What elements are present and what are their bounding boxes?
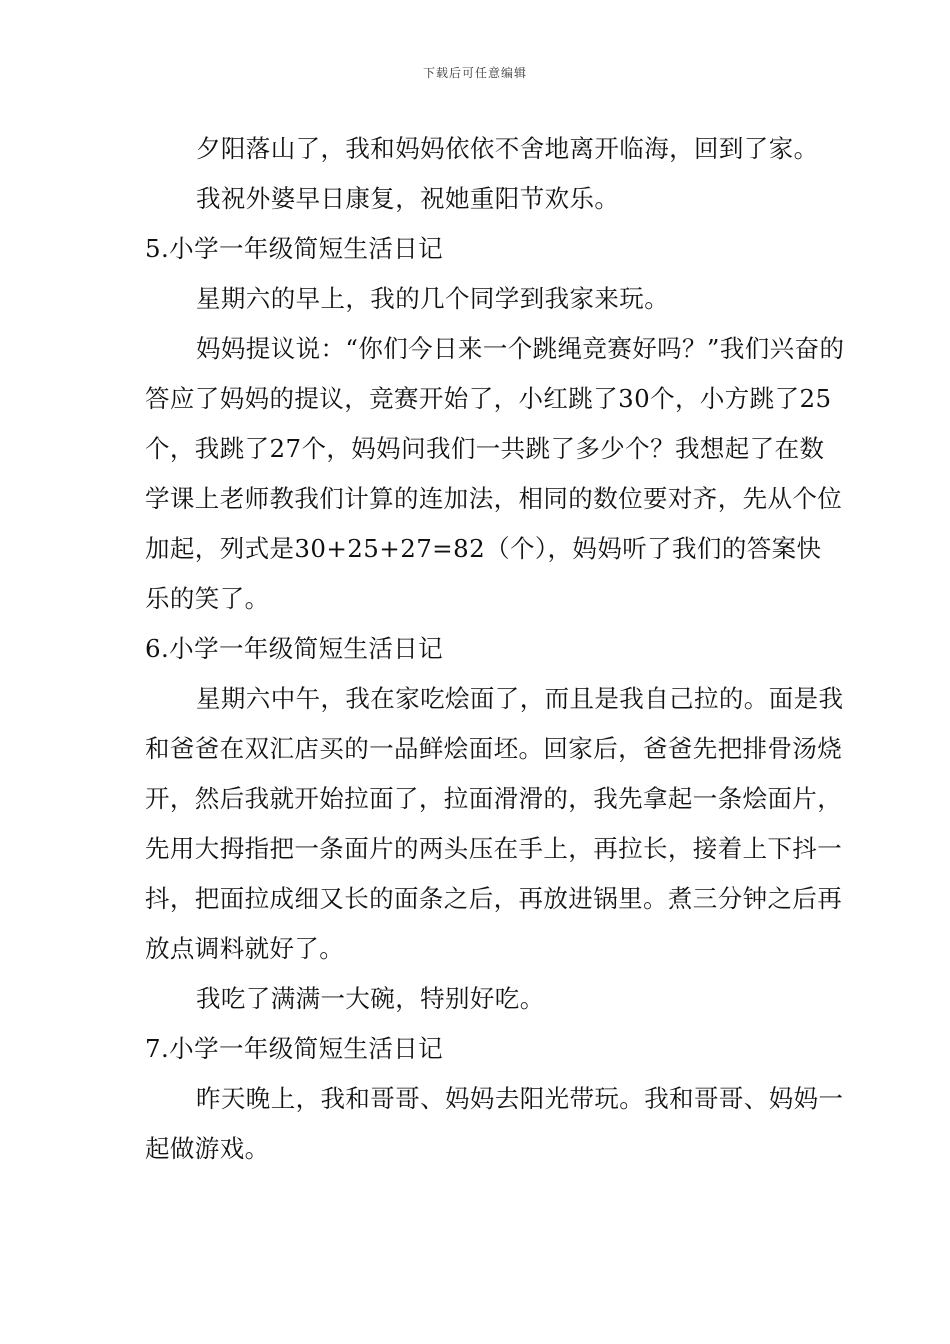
paragraph: 夕阳落山了，我和妈妈依依不舍地离开临海，回到了家。 (196, 134, 819, 163)
paragraph: 昨天晚上，我和哥哥、妈妈去阳光带玩。我和哥哥、妈妈一起做游戏。 (145, 1084, 844, 1163)
page-header: 下载后可任意编辑 (422, 66, 527, 80)
section-heading: 7.小学一年级简短生活日记 (145, 1034, 444, 1063)
section-heading: 6.小学一年级简短生活日记 (145, 634, 444, 663)
paragraph: 星期六的早上，我的几个同学到我家来玩。 (196, 284, 670, 313)
section-heading: 5.小学一年级简短生活日记 (145, 234, 444, 263)
document-body (145, 124, 845, 1174)
paragraph: 星期六中午，我在家吃烩面了，而且是我自己拉的。面是我和爸爸在双汇店买的一品鲜烩面坯。回家后，爸爸先把排骨汤烧开，然后我就开始拉面了，拉面滑滑的，我先拿起一条烩面片，先用大拇指把一条面片的两头压在手上，再拉长，接着上下抖一抖，把面拉成细又长的面条之后，再放进锅里。煮三分钟之后再放点调料就好了。 (145, 684, 844, 963)
paragraph: 我吃了满满一大碗，特别好吃。 (196, 984, 545, 1013)
paragraph: 妈妈提议说：“你们今日来一个跳绳竞赛好吗？”我们兴奋的答应了妈妈的提议，竞赛开始了，小红跳了30个，小方跳了25个，我跳了27个，妈妈问我们一共跳了多少个？我想起了在数学课上老师教我们计算的连加法，相同的数位要对齐，先从个位加起，列式是30+25+27=82（个），妈妈听了我们的答案快乐的笑了。 (145, 334, 845, 613)
paragraph: 我祝外婆早日康复，祝她重阳节欢乐。 (196, 184, 620, 213)
